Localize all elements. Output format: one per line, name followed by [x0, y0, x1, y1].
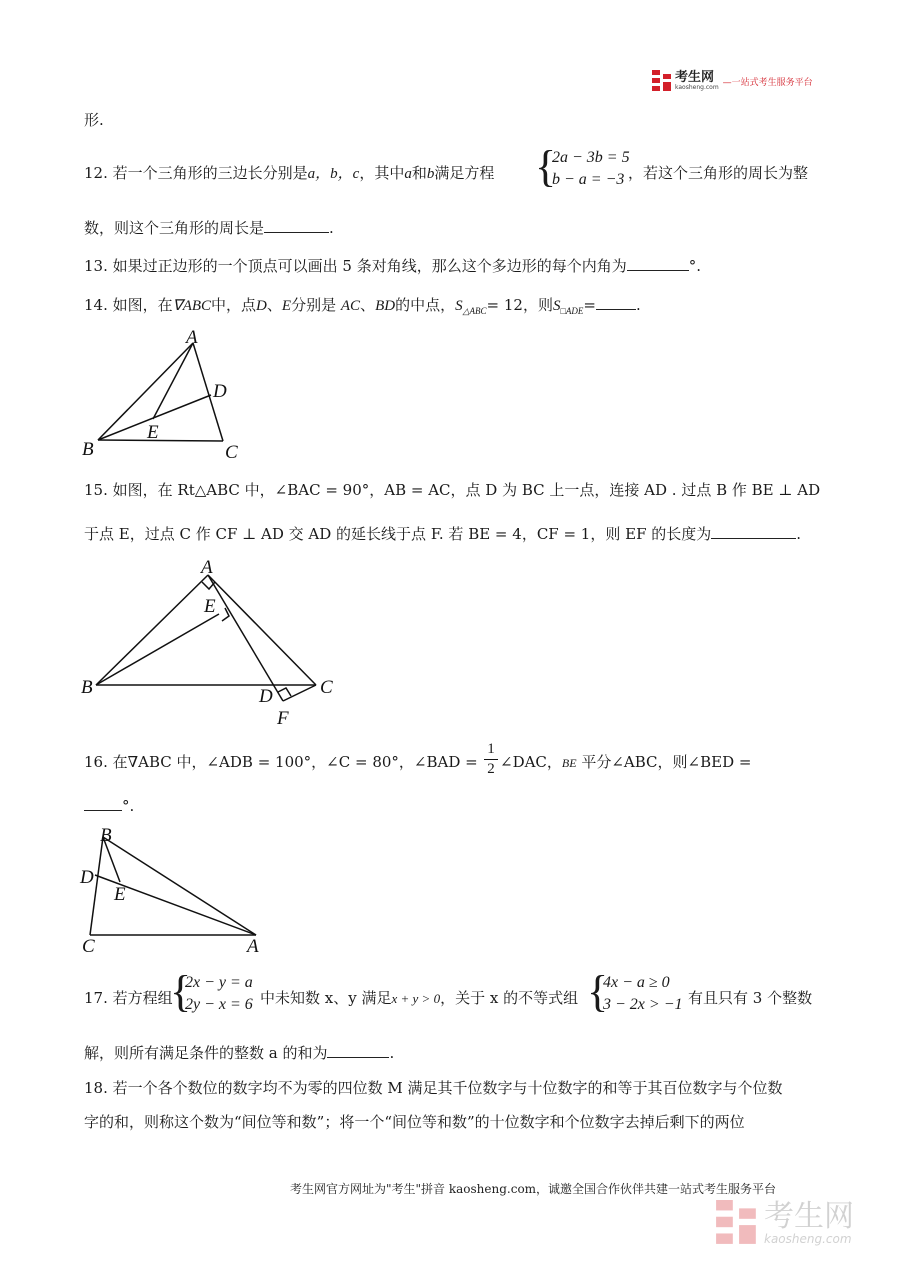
q17-system: 2x − y = a 2y − x = 6 [185, 974, 253, 1013]
kaosheng-logo-icon [652, 70, 672, 92]
q12-line1: 12. 若一个三角形的三边长分别是a，b，c，其中a和b满足方程 [84, 164, 495, 182]
q18-line2: 字的和，则称这个数为“间位等和数”；将一个“间位等和数”的十位数字和个位数字去掉后剩下的两位 [84, 1113, 745, 1131]
q16-label-c: C [82, 936, 95, 957]
q16-figure [78, 825, 268, 957]
q17-inequalities: 4x − a ≥ 0 3 − 2x > −1 [603, 974, 683, 1013]
q15-label-b: B [81, 677, 93, 698]
q14-label-a: A [186, 327, 198, 348]
q17-post: 有且只有 3 个整数 [688, 989, 813, 1007]
q12-system: 2a − 3b = 5 b − a = −3 [552, 149, 630, 188]
q14-side-bc [98, 440, 223, 441]
q17-brace-1: { [170, 967, 192, 1016]
q15-label-f: F [277, 708, 289, 729]
logo-domain: kaosheng.com [675, 84, 719, 91]
logo-text: 考生网 [675, 70, 715, 85]
q16-label-e: E [114, 884, 126, 905]
q17-mid: 中未知数 x、y 满足x + y > 0，关于 x 的不等式组 [260, 989, 579, 1007]
q14-figure [78, 325, 248, 465]
q15-segment-af [208, 575, 283, 701]
q14-label-d: D [213, 381, 227, 402]
q16-label-a: A [247, 936, 259, 957]
watermark [716, 1200, 854, 1246]
q16-line1: 16. 在∇ABC 中，∠ADB = 100°，∠C = 80°，∠BAD = [84, 753, 478, 771]
q12-brace: { [535, 142, 557, 191]
q14-label-e: E [147, 422, 159, 443]
q15-figure [78, 555, 338, 733]
header-logo [652, 70, 813, 92]
q12-line2: 数，则这个三角形的周长是 . [84, 219, 334, 237]
watermark-logo-icon [716, 1200, 758, 1246]
q11-tail: 形. [84, 111, 104, 129]
q14-label-b: B [82, 439, 94, 460]
q15-line2: 于点 E，过点 C 作 CF ⊥ AD 交 AD 的延长线于点 F. 若 BE = 4，CF = 1，则 EF 的长度为 . [84, 525, 802, 543]
q17-brace-2: { [587, 967, 609, 1016]
q13: 13. 如果过正边形的一个顶点可以画出 5 条对角线，那么这个多边形的每个内角为 °. [84, 257, 702, 275]
q12-post: ，若这个三角形的周长为整 [628, 164, 809, 182]
q15-side-ac [208, 575, 316, 685]
watermark-cn: 考生网 [764, 1198, 854, 1234]
q16-label-b: B [100, 825, 112, 846]
q15-segment-cf [283, 685, 316, 701]
q14: 14. 如图，在∇ABC中，点D、E分别是 AC、BD的中点，$S_{\triangle ABC}= 12$，则$S_{□ADE}=$ . [84, 296, 641, 316]
q16-label-d: D [80, 867, 94, 888]
q15-line1: 15. 如图，在 Rt△ABC 中，∠BAC = 90°，AB = AC，点 D 为 BC 上一点，连接 AD . 过点 B 作 BE ⊥ AD [84, 481, 821, 499]
q16-fraction: 1 2 [484, 740, 498, 779]
q18-line1: 18. 若一个各个数位的数字均不为零的四位数 M 满足其千位数字与十位数字的和等于其百位数字与个位数 [84, 1079, 783, 1097]
q14-side-ab [98, 343, 193, 440]
q15-label-c: C [320, 677, 333, 698]
q14-label-c: C [225, 442, 238, 463]
q14-segment-ae [153, 343, 193, 419]
q16-line1-post: ∠DAC，BE 平分∠ABC，则∠BED = [500, 753, 752, 771]
q17-pre: 17. 若方程组 [84, 989, 173, 1007]
q15-label-d: D [259, 686, 273, 707]
q16-line2: °. [84, 795, 134, 816]
footer-text: 考生网官方网址为"考生"拼音 kaosheng.com，诚邀全国合作伙伴共建一站式考生服务平台 [290, 1182, 777, 1196]
watermark-en: kaosheng.com [764, 1231, 852, 1246]
q17-line2: 解，则所有满足条件的整数 a 的和为 . [84, 1044, 395, 1062]
header-slogan: —一站式考生服务平台 [722, 77, 813, 88]
q15-label-e: E [204, 596, 216, 617]
q15-label-a: A [201, 557, 213, 578]
